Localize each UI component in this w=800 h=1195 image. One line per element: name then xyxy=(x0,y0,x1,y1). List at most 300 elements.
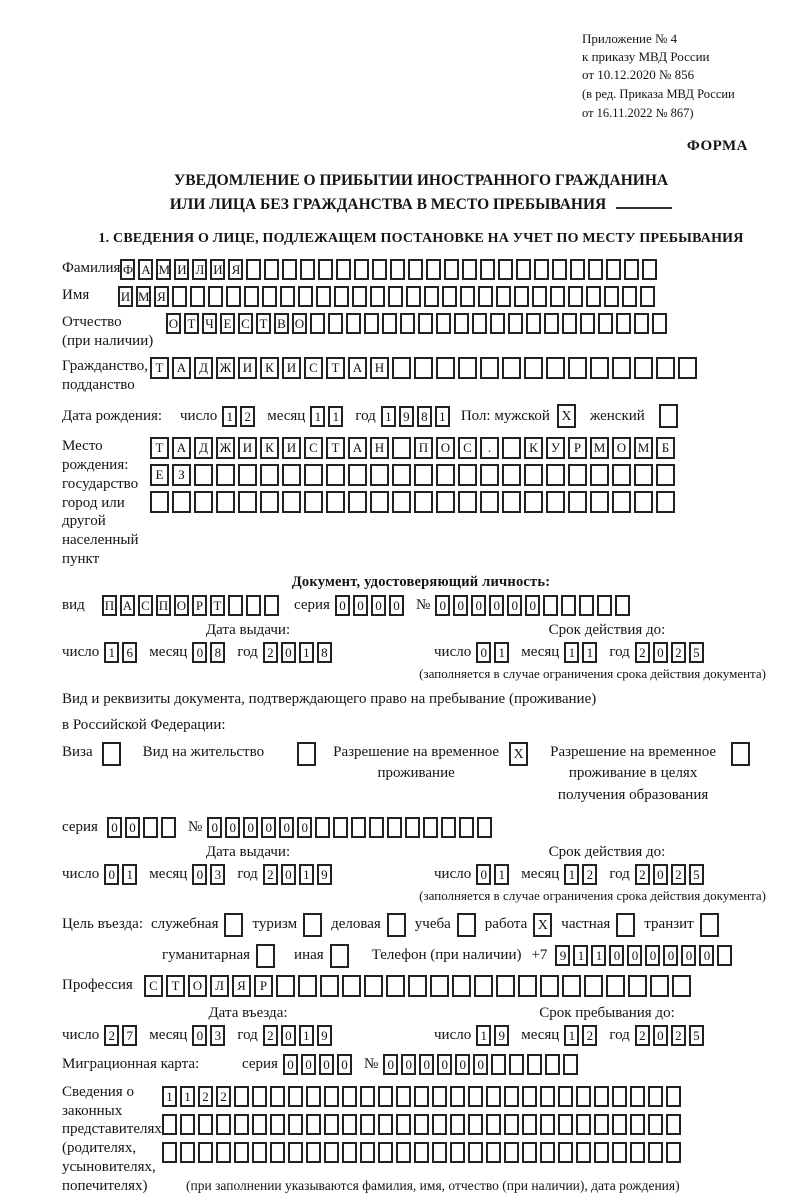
char-cell[interactable] xyxy=(498,259,513,280)
id-doc-number-cells[interactable] xyxy=(435,595,633,616)
char-cell[interactable] xyxy=(642,259,657,280)
char-cell[interactable] xyxy=(590,491,609,513)
char-cell[interactable]: В xyxy=(274,313,289,334)
char-cell[interactable] xyxy=(288,1142,303,1163)
char-cell[interactable] xyxy=(441,817,456,838)
char-cell[interactable]: 0 xyxy=(525,595,540,616)
char-cell[interactable]: 1 xyxy=(564,864,579,885)
char-cell[interactable]: 0 xyxy=(335,595,350,616)
temp-residence-checkbox[interactable]: X xyxy=(509,742,528,766)
char-cell[interactable]: 0 xyxy=(353,595,368,616)
char-cell[interactable] xyxy=(550,286,565,307)
char-cell[interactable] xyxy=(604,286,619,307)
char-cell[interactable] xyxy=(418,313,433,334)
char-cell[interactable]: 0 xyxy=(281,1025,296,1046)
char-cell[interactable] xyxy=(546,357,565,379)
char-cell[interactable] xyxy=(392,357,411,379)
char-cell[interactable]: 0 xyxy=(476,864,491,885)
resid-doc-valid-month[interactable] xyxy=(564,864,600,885)
char-cell[interactable] xyxy=(534,259,549,280)
char-cell[interactable]: К xyxy=(260,357,279,379)
char-cell[interactable]: А xyxy=(138,259,153,280)
char-cell[interactable] xyxy=(364,975,383,997)
char-cell[interactable]: 9 xyxy=(494,1025,509,1046)
char-cell[interactable]: 1 xyxy=(564,1025,579,1046)
char-cell[interactable] xyxy=(208,286,223,307)
char-cell[interactable] xyxy=(527,1054,542,1075)
char-cell[interactable]: 1 xyxy=(564,642,579,663)
char-cell[interactable] xyxy=(390,259,405,280)
char-cell[interactable]: Т xyxy=(150,437,169,459)
char-cell[interactable]: 0 xyxy=(471,595,486,616)
char-cell[interactable]: Л xyxy=(210,975,229,997)
char-cell[interactable]: О xyxy=(436,437,455,459)
char-cell[interactable] xyxy=(650,975,669,997)
char-cell[interactable] xyxy=(405,817,420,838)
char-cell[interactable]: 0 xyxy=(699,945,714,966)
char-cell[interactable]: О xyxy=(174,595,189,616)
entry-month-cells[interactable] xyxy=(192,1025,228,1046)
char-cell[interactable] xyxy=(324,1114,339,1135)
char-cell[interactable]: Е xyxy=(150,464,169,486)
char-cell[interactable] xyxy=(432,1114,447,1135)
char-cell[interactable]: 2 xyxy=(671,1025,686,1046)
char-cell[interactable]: А xyxy=(120,595,135,616)
migration-card-series-cells[interactable] xyxy=(283,1054,355,1075)
char-cell[interactable] xyxy=(414,491,433,513)
char-cell[interactable]: О xyxy=(292,313,307,334)
representatives-cells-row2[interactable] xyxy=(162,1114,684,1135)
char-cell[interactable]: 5 xyxy=(689,642,704,663)
char-cell[interactable] xyxy=(436,464,455,486)
phone-cells[interactable] xyxy=(555,945,735,966)
char-cell[interactable] xyxy=(616,313,631,334)
char-cell[interactable]: Т xyxy=(150,357,169,379)
char-cell[interactable] xyxy=(540,1086,555,1107)
female-checkbox[interactable] xyxy=(659,404,678,428)
stay-day-cells[interactable] xyxy=(476,1025,512,1046)
char-cell[interactable]: 1 xyxy=(435,406,450,427)
char-cell[interactable]: 0 xyxy=(609,945,624,966)
char-cell[interactable] xyxy=(678,357,697,379)
char-cell[interactable] xyxy=(558,1086,573,1107)
char-cell[interactable] xyxy=(524,464,543,486)
char-cell[interactable] xyxy=(378,1086,393,1107)
char-cell[interactable]: 3 xyxy=(210,864,225,885)
char-cell[interactable] xyxy=(509,1054,524,1075)
char-cell[interactable] xyxy=(612,357,631,379)
char-cell[interactable] xyxy=(561,595,576,616)
char-cell[interactable] xyxy=(594,1086,609,1107)
business-checkbox[interactable] xyxy=(387,913,406,937)
char-cell[interactable] xyxy=(306,1142,321,1163)
char-cell[interactable]: И xyxy=(238,357,257,379)
char-cell[interactable] xyxy=(180,1114,195,1135)
char-cell[interactable] xyxy=(334,286,349,307)
char-cell[interactable] xyxy=(270,1086,285,1107)
char-cell[interactable] xyxy=(262,286,277,307)
char-cell[interactable] xyxy=(458,464,477,486)
char-cell[interactable] xyxy=(634,464,653,486)
char-cell[interactable] xyxy=(580,313,595,334)
char-cell[interactable] xyxy=(504,1086,519,1107)
char-cell[interactable]: 0 xyxy=(279,817,294,838)
char-cell[interactable] xyxy=(436,313,451,334)
char-cell[interactable] xyxy=(480,491,499,513)
study-checkbox[interactable] xyxy=(457,913,476,937)
char-cell[interactable] xyxy=(306,1114,321,1135)
char-cell[interactable] xyxy=(270,1114,285,1135)
char-cell[interactable]: 0 xyxy=(337,1054,352,1075)
char-cell[interactable]: 1 xyxy=(476,1025,491,1046)
char-cell[interactable] xyxy=(306,1086,321,1107)
char-cell[interactable]: И xyxy=(174,259,189,280)
char-cell[interactable] xyxy=(270,1142,285,1163)
char-cell[interactable] xyxy=(264,259,279,280)
char-cell[interactable]: 1 xyxy=(310,406,325,427)
char-cell[interactable] xyxy=(288,1114,303,1135)
char-cell[interactable] xyxy=(480,259,495,280)
char-cell[interactable] xyxy=(392,437,411,459)
char-cell[interactable] xyxy=(348,464,367,486)
char-cell[interactable]: 9 xyxy=(317,1025,332,1046)
char-cell[interactable]: Б xyxy=(656,437,675,459)
char-cell[interactable] xyxy=(474,975,493,997)
male-checkbox[interactable]: X xyxy=(557,404,576,428)
char-cell[interactable]: 1 xyxy=(122,864,137,885)
char-cell[interactable] xyxy=(504,1142,519,1163)
char-cell[interactable] xyxy=(612,464,631,486)
char-cell[interactable] xyxy=(234,1114,249,1135)
id-doc-valid-month[interactable] xyxy=(564,642,600,663)
char-cell[interactable] xyxy=(570,259,585,280)
char-cell[interactable]: З xyxy=(172,464,191,486)
visa-checkbox[interactable] xyxy=(102,742,121,766)
char-cell[interactable]: 0 xyxy=(663,945,678,966)
temp-residence-edu-checkbox[interactable] xyxy=(731,742,750,766)
char-cell[interactable]: А xyxy=(348,357,367,379)
char-cell[interactable] xyxy=(468,1086,483,1107)
char-cell[interactable] xyxy=(459,817,474,838)
char-cell[interactable] xyxy=(502,464,521,486)
char-cell[interactable] xyxy=(150,491,169,513)
char-cell[interactable]: 0 xyxy=(653,1025,668,1046)
char-cell[interactable]: 0 xyxy=(281,864,296,885)
option-humanitarian[interactable] xyxy=(162,944,275,968)
char-cell[interactable] xyxy=(468,1114,483,1135)
char-cell[interactable]: П xyxy=(414,437,433,459)
char-cell[interactable] xyxy=(586,286,601,307)
char-cell[interactable] xyxy=(408,259,423,280)
char-cell[interactable] xyxy=(288,1086,303,1107)
char-cell[interactable]: М xyxy=(136,286,151,307)
char-cell[interactable] xyxy=(304,491,323,513)
char-cell[interactable] xyxy=(238,464,257,486)
char-cell[interactable] xyxy=(414,1114,429,1135)
char-cell[interactable] xyxy=(612,1114,627,1135)
char-cell[interactable]: 2 xyxy=(263,1025,278,1046)
char-cell[interactable] xyxy=(576,1086,591,1107)
char-cell[interactable]: 3 xyxy=(210,1025,225,1046)
id-doc-issue-day[interactable] xyxy=(104,642,140,663)
char-cell[interactable] xyxy=(450,1142,465,1163)
transit-checkbox[interactable] xyxy=(700,913,719,937)
char-cell[interactable]: 0 xyxy=(653,864,668,885)
char-cell[interactable] xyxy=(316,286,331,307)
char-cell[interactable] xyxy=(190,286,205,307)
char-cell[interactable]: 0 xyxy=(473,1054,488,1075)
char-cell[interactable] xyxy=(597,595,612,616)
char-cell[interactable] xyxy=(652,313,667,334)
char-cell[interactable] xyxy=(396,1142,411,1163)
humanitarian-checkbox[interactable] xyxy=(256,944,275,968)
char-cell[interactable] xyxy=(524,491,543,513)
char-cell[interactable] xyxy=(666,1114,681,1135)
char-cell[interactable] xyxy=(558,1142,573,1163)
char-cell[interactable] xyxy=(568,491,587,513)
char-cell[interactable]: 0 xyxy=(453,595,468,616)
char-cell[interactable] xyxy=(378,1142,393,1163)
char-cell[interactable] xyxy=(504,1114,519,1135)
representatives-cells-row1[interactable] xyxy=(162,1086,684,1107)
char-cell[interactable]: 9 xyxy=(317,864,332,885)
char-cell[interactable]: 1 xyxy=(494,864,509,885)
char-cell[interactable]: 2 xyxy=(198,1086,213,1107)
option-residence-permit[interactable] xyxy=(143,742,316,766)
char-cell[interactable] xyxy=(436,357,455,379)
char-cell[interactable]: 5 xyxy=(689,1025,704,1046)
char-cell[interactable]: Е xyxy=(220,313,235,334)
char-cell[interactable]: Ж xyxy=(216,437,235,459)
char-cell[interactable] xyxy=(162,1142,177,1163)
char-cell[interactable] xyxy=(472,313,487,334)
char-cell[interactable] xyxy=(460,286,475,307)
char-cell[interactable]: 0 xyxy=(455,1054,470,1075)
char-cell[interactable]: А xyxy=(172,437,191,459)
char-cell[interactable] xyxy=(400,313,415,334)
option-transit[interactable] xyxy=(644,913,718,937)
char-cell[interactable] xyxy=(282,259,297,280)
char-cell[interactable]: Д xyxy=(194,357,213,379)
char-cell[interactable] xyxy=(172,286,187,307)
char-cell[interactable] xyxy=(162,1114,177,1135)
char-cell[interactable]: 1 xyxy=(573,945,588,966)
char-cell[interactable]: 9 xyxy=(555,945,570,966)
char-cell[interactable]: 2 xyxy=(263,864,278,885)
char-cell[interactable]: С xyxy=(238,313,253,334)
char-cell[interactable]: О xyxy=(612,437,631,459)
char-cell[interactable]: М xyxy=(634,437,653,459)
char-cell[interactable]: И xyxy=(282,357,301,379)
char-cell[interactable] xyxy=(372,259,387,280)
char-cell[interactable] xyxy=(246,595,261,616)
resid-doc-number-cells[interactable] xyxy=(207,817,495,838)
char-cell[interactable] xyxy=(244,286,259,307)
char-cell[interactable]: 2 xyxy=(582,1025,597,1046)
char-cell[interactable] xyxy=(324,1086,339,1107)
option-business[interactable] xyxy=(331,913,406,937)
char-cell[interactable]: 1 xyxy=(381,406,396,427)
char-cell[interactable] xyxy=(424,286,439,307)
char-cell[interactable] xyxy=(304,464,323,486)
char-cell[interactable] xyxy=(320,975,339,997)
char-cell[interactable] xyxy=(516,259,531,280)
char-cell[interactable] xyxy=(326,464,345,486)
resid-doc-series-cells[interactable] xyxy=(107,817,179,838)
char-cell[interactable]: С xyxy=(458,437,477,459)
char-cell[interactable] xyxy=(480,357,499,379)
birth-month-cells[interactable] xyxy=(310,406,346,427)
char-cell[interactable] xyxy=(324,1142,339,1163)
birth-year-cells[interactable] xyxy=(381,406,453,427)
char-cell[interactable] xyxy=(462,259,477,280)
char-cell[interactable]: Н xyxy=(370,437,389,459)
char-cell[interactable]: 0 xyxy=(435,595,450,616)
patronymic-cells[interactable] xyxy=(166,313,670,334)
char-cell[interactable] xyxy=(352,286,367,307)
char-cell[interactable] xyxy=(606,259,621,280)
firstname-cells[interactable] xyxy=(118,286,658,307)
char-cell[interactable]: А xyxy=(172,357,191,379)
char-cell[interactable] xyxy=(423,817,438,838)
char-cell[interactable] xyxy=(298,975,317,997)
char-cell[interactable]: М xyxy=(156,259,171,280)
char-cell[interactable] xyxy=(333,817,348,838)
char-cell[interactable]: К xyxy=(260,437,279,459)
char-cell[interactable] xyxy=(378,1114,393,1135)
char-cell[interactable]: 8 xyxy=(210,642,225,663)
char-cell[interactable] xyxy=(414,357,433,379)
char-cell[interactable] xyxy=(666,1142,681,1163)
char-cell[interactable] xyxy=(486,1114,501,1135)
char-cell[interactable] xyxy=(594,1114,609,1135)
char-cell[interactable] xyxy=(508,313,523,334)
char-cell[interactable] xyxy=(408,975,427,997)
char-cell[interactable] xyxy=(502,357,521,379)
char-cell[interactable]: И xyxy=(238,437,257,459)
char-cell[interactable] xyxy=(606,975,625,997)
char-cell[interactable]: 0 xyxy=(489,595,504,616)
char-cell[interactable] xyxy=(502,491,521,513)
char-cell[interactable] xyxy=(414,464,433,486)
char-cell[interactable] xyxy=(442,286,457,307)
stay-month-cells[interactable] xyxy=(564,1025,600,1046)
char-cell[interactable] xyxy=(351,817,366,838)
char-cell[interactable] xyxy=(584,975,603,997)
char-cell[interactable] xyxy=(369,817,384,838)
char-cell[interactable] xyxy=(522,1086,537,1107)
char-cell[interactable] xyxy=(260,464,279,486)
char-cell[interactable] xyxy=(238,491,257,513)
private-checkbox[interactable] xyxy=(616,913,635,937)
char-cell[interactable]: М xyxy=(590,437,609,459)
char-cell[interactable] xyxy=(342,1114,357,1135)
char-cell[interactable] xyxy=(634,313,649,334)
char-cell[interactable] xyxy=(360,1086,375,1107)
char-cell[interactable]: 2 xyxy=(635,642,650,663)
char-cell[interactable]: 1 xyxy=(299,1025,314,1046)
char-cell[interactable] xyxy=(216,491,235,513)
char-cell[interactable] xyxy=(414,1086,429,1107)
char-cell[interactable] xyxy=(480,464,499,486)
char-cell[interactable] xyxy=(540,975,559,997)
char-cell[interactable] xyxy=(524,357,543,379)
char-cell[interactable] xyxy=(579,595,594,616)
char-cell[interactable] xyxy=(640,286,655,307)
char-cell[interactable] xyxy=(634,491,653,513)
char-cell[interactable]: 0 xyxy=(192,642,207,663)
resid-doc-issue-day[interactable] xyxy=(104,864,140,885)
char-cell[interactable] xyxy=(432,1142,447,1163)
char-cell[interactable]: 1 xyxy=(591,945,606,966)
char-cell[interactable] xyxy=(576,1142,591,1163)
char-cell[interactable]: 1 xyxy=(582,642,597,663)
char-cell[interactable] xyxy=(540,1142,555,1163)
char-cell[interactable] xyxy=(526,313,541,334)
tourism-checkbox[interactable] xyxy=(303,913,322,937)
char-cell[interactable] xyxy=(452,975,471,997)
char-cell[interactable]: 0 xyxy=(507,595,522,616)
char-cell[interactable] xyxy=(544,313,559,334)
char-cell[interactable] xyxy=(370,491,389,513)
char-cell[interactable]: 0 xyxy=(645,945,660,966)
option-other[interactable] xyxy=(294,944,349,968)
char-cell[interactable]: Л xyxy=(192,259,207,280)
birth-place-cells-row3[interactable] xyxy=(150,491,678,513)
char-cell[interactable] xyxy=(161,817,176,838)
char-cell[interactable] xyxy=(414,1142,429,1163)
char-cell[interactable] xyxy=(382,313,397,334)
char-cell[interactable] xyxy=(300,259,315,280)
migration-card-number-cells[interactable] xyxy=(383,1054,581,1075)
char-cell[interactable]: 1 xyxy=(162,1086,177,1107)
option-temp-residence[interactable] xyxy=(332,742,528,786)
char-cell[interactable]: 0 xyxy=(283,1054,298,1075)
char-cell[interactable] xyxy=(562,313,577,334)
option-temp-residence-edu[interactable] xyxy=(544,742,750,807)
other-checkbox[interactable] xyxy=(330,944,349,968)
char-cell[interactable] xyxy=(252,1114,267,1135)
char-cell[interactable]: 2 xyxy=(582,864,597,885)
char-cell[interactable] xyxy=(568,357,587,379)
char-cell[interactable]: 0 xyxy=(476,642,491,663)
char-cell[interactable]: 7 xyxy=(122,1025,137,1046)
char-cell[interactable]: 2 xyxy=(263,642,278,663)
char-cell[interactable] xyxy=(216,1142,231,1163)
char-cell[interactable] xyxy=(172,491,191,513)
char-cell[interactable]: 0 xyxy=(207,817,222,838)
char-cell[interactable]: 0 xyxy=(192,864,207,885)
char-cell[interactable]: С xyxy=(138,595,153,616)
char-cell[interactable] xyxy=(276,975,295,997)
char-cell[interactable]: 2 xyxy=(671,642,686,663)
char-cell[interactable] xyxy=(522,1114,537,1135)
surname-cells[interactable] xyxy=(120,259,660,280)
char-cell[interactable]: 1 xyxy=(104,642,119,663)
char-cell[interactable] xyxy=(648,1086,663,1107)
char-cell[interactable] xyxy=(588,259,603,280)
char-cell[interactable]: 0 xyxy=(104,864,119,885)
char-cell[interactable] xyxy=(234,1142,249,1163)
char-cell[interactable] xyxy=(282,491,301,513)
residence-permit-checkbox[interactable] xyxy=(297,742,316,766)
char-cell[interactable]: 0 xyxy=(225,817,240,838)
char-cell[interactable] xyxy=(310,313,325,334)
birth-place-cells-row2[interactable] xyxy=(150,464,678,486)
char-cell[interactable] xyxy=(630,1142,645,1163)
char-cell[interactable]: 2 xyxy=(216,1086,231,1107)
char-cell[interactable]: 2 xyxy=(104,1025,119,1046)
